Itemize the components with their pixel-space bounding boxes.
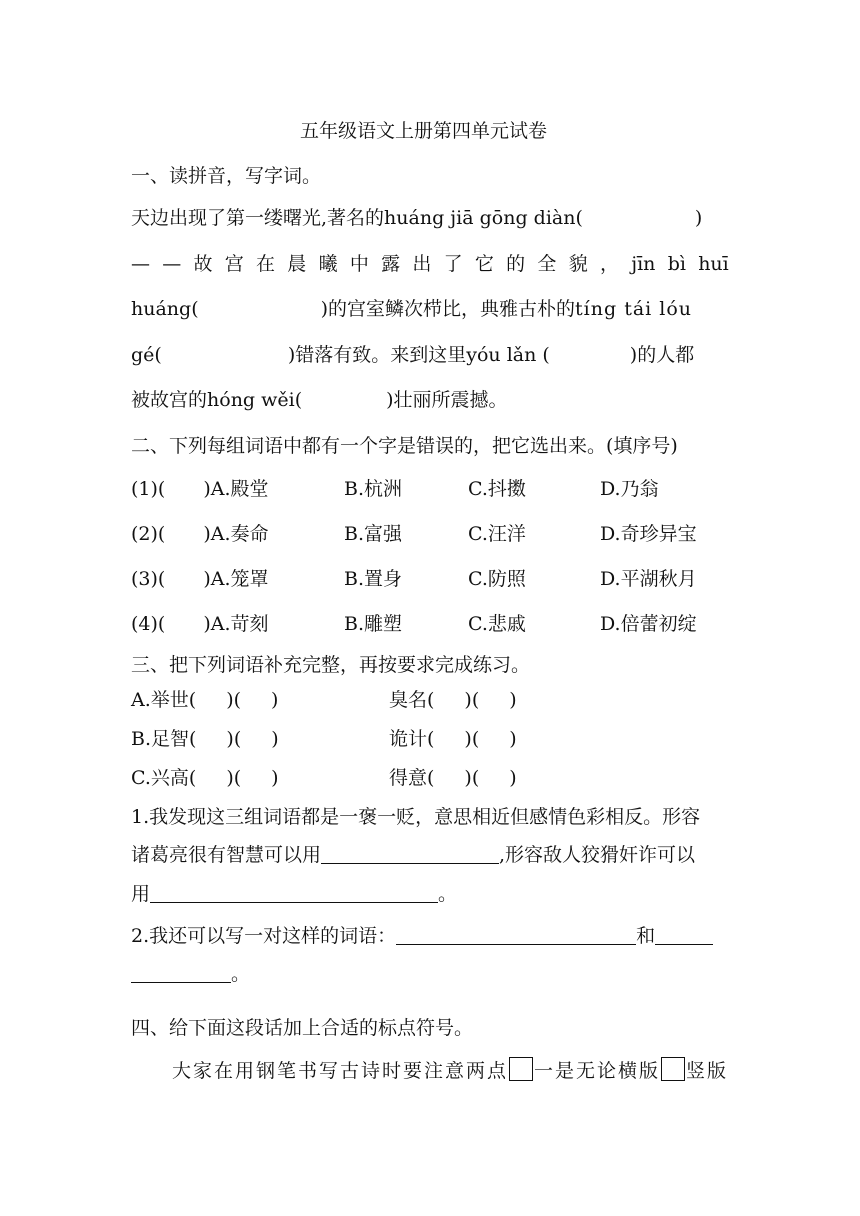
s3-question-1-line-3 xyxy=(131,882,457,906)
s1-line-1 xyxy=(131,206,702,230)
option-a: A.笼罩 xyxy=(210,568,269,590)
char: — xyxy=(162,253,182,275)
question-text: 。 xyxy=(438,883,458,905)
question-text: ,形容敌人狡猾奸诈可以 xyxy=(499,844,696,866)
paren-mid: )( xyxy=(464,767,480,789)
answer-line[interactable] xyxy=(150,882,438,903)
s1-text: )的人都 xyxy=(629,344,695,366)
char: 露 xyxy=(381,253,401,275)
s2-row-3 xyxy=(131,567,269,591)
s1-text: )的宫室鳞次栉比，典雅古朴的 xyxy=(320,298,576,320)
s3-question-1-line-1: 1.我发现这三组词语都是一褒一贬，意思相近但感情色彩相反。形容 xyxy=(131,806,701,828)
paragraph-text: 一是无论横版 xyxy=(534,1060,661,1082)
s3-row-2-right xyxy=(389,727,517,751)
s3-row-3-right xyxy=(389,766,517,790)
s1-text: 被故宫的 xyxy=(131,389,208,411)
punctuation-box[interactable] xyxy=(509,1057,533,1081)
option-c: C.汪洋 xyxy=(468,523,526,545)
char: 故 xyxy=(193,253,213,275)
char: 的 xyxy=(506,253,526,275)
pinyin-bi: bì xyxy=(667,253,686,275)
char: 它 xyxy=(474,253,494,275)
s4-paragraph-line-1 xyxy=(172,1057,728,1083)
s1-text: )壮丽所震撼。 xyxy=(386,389,508,411)
s1-text: 天边出现了第一缕曙光,著名的 xyxy=(131,207,385,229)
pinyin-ge: gé( xyxy=(131,344,162,366)
char: 了 xyxy=(443,253,463,275)
char: 中 xyxy=(349,253,369,275)
char: 宫 xyxy=(224,253,244,275)
answer-line[interactable] xyxy=(396,924,636,945)
char: 出 xyxy=(412,253,432,275)
option-b: B.雕塑 xyxy=(344,613,403,635)
char: 晨 xyxy=(287,253,307,275)
char: ， xyxy=(599,253,619,275)
section-3-heading: 三、把下列词语补充完整，再按要求完成练习。 xyxy=(131,654,531,676)
option-b: B.富强 xyxy=(344,523,403,545)
char: 貌 xyxy=(568,253,588,275)
s2-row-2 xyxy=(131,522,269,546)
s3-row-1-right xyxy=(389,688,517,712)
pinyin-hong-wei: hóng wěi( xyxy=(207,389,303,411)
section-2-heading: 二、下列每组词语中都有一个字是错误的，把它选出来。(填序号) xyxy=(131,435,678,457)
option-a: A.殿堂 xyxy=(210,478,269,500)
option-d: D.乃翁 xyxy=(600,478,659,500)
char: 曦 xyxy=(318,253,338,275)
s2-row-4 xyxy=(131,612,269,636)
option-d: D.倍蕾初绽 xyxy=(600,613,697,635)
question-text: 2.我还可以写一对这样的词语： xyxy=(131,925,397,947)
pinyin-you-lan: yóu lǎn ( xyxy=(466,344,550,366)
paren-close: ) xyxy=(203,613,211,635)
option-d: D.奇珍异宝 xyxy=(600,523,697,545)
idiom-prefix: 诡计( xyxy=(389,728,435,750)
paren-close: ) xyxy=(203,478,211,500)
section-4-heading: 四、给下面这段话加上合适的标点符号。 xyxy=(131,1017,474,1039)
page-title: 五年级语文上册第四单元试卷 xyxy=(300,120,548,142)
paren-mid: )( xyxy=(226,689,242,711)
paragraph-text: 竖版 xyxy=(686,1060,729,1082)
question-number: (4)( xyxy=(131,613,166,635)
option-b: B.置身 xyxy=(344,568,403,590)
pinyin-ting-tai-lou: tíng tái lóu xyxy=(575,298,693,320)
pinyin-huang: huáng( xyxy=(131,298,199,320)
paren-mid: )( xyxy=(464,728,480,750)
paren-close: ) xyxy=(694,207,703,229)
pinyin-huang-jia-gong-dian: huáng jiā gōng diàn( xyxy=(384,207,583,229)
char: — xyxy=(131,253,150,275)
pinyin-hui: huī xyxy=(698,253,729,275)
char: 在 xyxy=(256,253,276,275)
option-b: B.杭洲 xyxy=(344,478,403,500)
answer-line[interactable] xyxy=(655,924,713,945)
answer-line[interactable] xyxy=(321,843,499,864)
idiom-prefix: C.兴高( xyxy=(131,767,197,789)
question-number: (1)( xyxy=(131,478,166,500)
s3-row-1-left xyxy=(131,688,278,712)
question-number: (2)( xyxy=(131,523,166,545)
option-c: C.悲戚 xyxy=(468,613,526,635)
option-c: C.抖擞 xyxy=(468,478,526,500)
paren-close: ) xyxy=(203,568,211,590)
idiom-prefix: A.举世( xyxy=(131,689,197,711)
question-text: 。 xyxy=(231,963,251,985)
s1-line-3 xyxy=(131,297,692,321)
punctuation-box[interactable] xyxy=(661,1057,685,1081)
s1-line-4 xyxy=(131,343,694,367)
paren-close: ) xyxy=(203,523,211,545)
paren-mid: )( xyxy=(464,689,480,711)
s3-question-2-line-1 xyxy=(131,924,713,948)
s1-text: )错落有致。来到这里 xyxy=(287,344,467,366)
s3-question-2-line-2 xyxy=(131,962,250,986)
char: 全 xyxy=(537,253,557,275)
idiom-prefix: 臭名( xyxy=(389,689,435,711)
s3-question-1-line-2 xyxy=(131,843,695,867)
idiom-prefix: B.足智( xyxy=(131,728,197,750)
paren-mid: )( xyxy=(226,728,242,750)
paren-close: ) xyxy=(271,767,279,789)
paren-close: ) xyxy=(509,689,517,711)
paren-close: ) xyxy=(271,728,279,750)
paragraph-text: 大家在用钢笔书写古诗时要注意两点 xyxy=(172,1060,509,1082)
option-c: C.防照 xyxy=(468,568,526,590)
paren-close: ) xyxy=(509,767,517,789)
s3-row-2-left xyxy=(131,727,279,751)
paren-close: ) xyxy=(509,728,517,750)
answer-line[interactable] xyxy=(131,962,231,983)
idiom-prefix: 得意( xyxy=(389,767,435,789)
question-text: 和 xyxy=(636,925,656,947)
paren-mid: )( xyxy=(226,767,242,789)
option-d: D.平湖秋月 xyxy=(600,568,697,590)
s2-row-1 xyxy=(131,477,269,501)
s1-line-5 xyxy=(131,388,508,412)
s1-line-2 xyxy=(131,252,729,276)
question-text: 用 xyxy=(131,883,151,905)
option-a: A.奏命 xyxy=(210,523,269,545)
option-a: A.苛刻 xyxy=(210,613,269,635)
paren-close: ) xyxy=(271,689,279,711)
section-1-heading: 一、读拼音，写字词。 xyxy=(131,165,322,187)
pinyin-jin: jīn xyxy=(631,253,656,275)
question-text: 诸葛亮很有智慧可以用 xyxy=(131,844,322,866)
s3-row-3-left xyxy=(131,766,279,790)
question-number: (3)( xyxy=(131,568,166,590)
